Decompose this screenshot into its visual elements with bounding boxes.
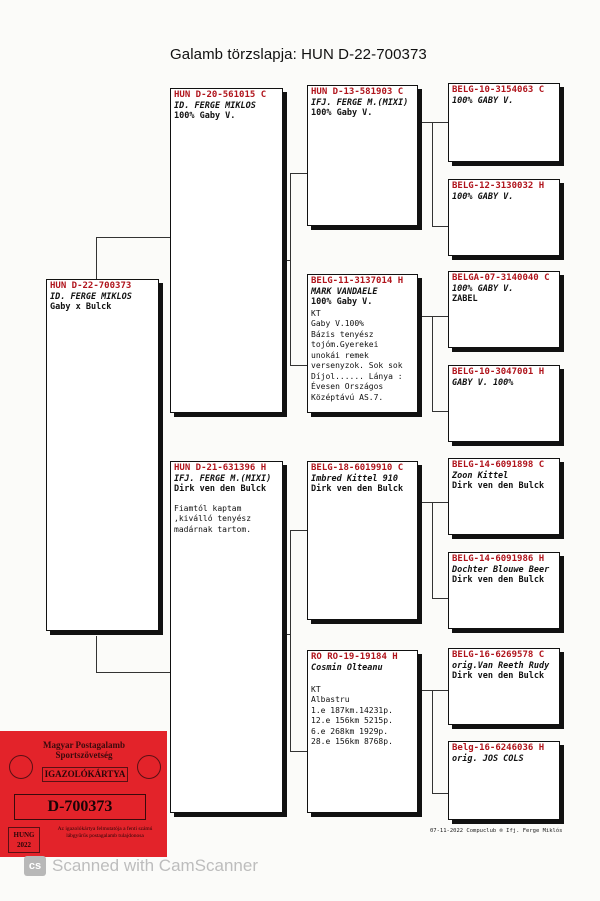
connector — [282, 634, 290, 635]
owner-name: orig. JOS COLS — [452, 753, 524, 764]
owner-name: Imbred Kittel 910 — [311, 473, 398, 484]
card-country: HUNG 2022 — [8, 827, 40, 853]
owner-name: IFJ. FERGE M.(MIXI) — [174, 473, 272, 484]
watermark-text: Scanned with CamScanner — [52, 856, 259, 875]
bird-box-gen3-6 — [448, 552, 560, 629]
ring-number: HUN D-22-700373 — [50, 281, 132, 291]
bird-box-gen3-5 — [448, 458, 560, 535]
bird-box-dam-dam — [307, 650, 418, 813]
bird-line: 100% Gaby V. — [311, 297, 373, 307]
connector — [418, 690, 432, 691]
bird-note: KT Albastru 1.e 187km.14231p. 12.e 156km 5215p. 6.e 268km 1929p. 28.e 156km 8768p. — [311, 684, 393, 746]
ring-number: BELG-18-6019910 C — [311, 463, 404, 473]
print-footer: 07-11-2022 Compuclub ® Ifj. Ferge Miklós — [430, 828, 563, 834]
bird-box-gen3-1 — [448, 83, 560, 162]
ring-number: BELG-11-3137014 H — [311, 276, 404, 286]
owner-name: Cosmin Olteanu — [311, 662, 383, 673]
connector — [432, 316, 449, 412]
ring-number: RO RO-19-19184 H — [311, 652, 398, 662]
bird-line: ZABEL — [452, 294, 478, 304]
owner-name: Zoon Kittel — [452, 470, 509, 481]
bird-box-sire-sire — [307, 85, 418, 226]
connector — [282, 260, 290, 261]
connector — [290, 173, 307, 366]
bird-box-dam-sire — [307, 461, 418, 620]
owner-name: ID. FERGE MIKLOS — [50, 291, 132, 302]
ring-number: BELG-10-3154063 C — [452, 85, 545, 95]
card-association: Magyar Postagalamb Sportszövetség — [42, 740, 126, 760]
bird-line: Dirk ven den Bulck — [452, 481, 545, 491]
bird-line: Dirk ven den Bulck — [452, 671, 545, 681]
connector — [96, 237, 171, 280]
connector — [96, 636, 171, 673]
bird-line: 100% Gaby V. — [174, 111, 236, 121]
ring-number: BELGA-07-3140040 C — [452, 273, 550, 283]
emblem-icon — [137, 755, 161, 779]
bird-line: Dirk ven den Bulck — [311, 484, 404, 494]
bird-box-sire-dam — [307, 274, 418, 413]
emblem-icon — [9, 755, 33, 779]
scanner-watermark — [24, 855, 258, 877]
owner-name: orig.Van Reeth Rudy — [452, 660, 550, 671]
owner-name: ID. FERGE MIKLOS — [174, 100, 256, 111]
connector — [432, 690, 449, 794]
card-kind: IGAZOLÓKÁRTYA — [42, 767, 128, 782]
bird-box-gen3-2 — [448, 179, 560, 256]
bird-box-dam — [170, 461, 283, 813]
bird-box-gen3-3 — [448, 271, 560, 348]
connector — [418, 316, 432, 317]
id-card — [0, 731, 167, 857]
bird-line: GABY V. 100% — [452, 377, 514, 388]
ring-number: Belg-16-6246036 H — [452, 743, 545, 753]
owner-name: IFJ. FERGE M.(MIXI) — [311, 97, 409, 108]
bird-box-gen3-7 — [448, 648, 560, 725]
ring-number: BELG-16-6269578 C — [452, 650, 545, 660]
ring-number: BELG-10-3047001 H — [452, 367, 545, 377]
ring-number: BELG-14-6091898 C — [452, 460, 545, 470]
bird-box-gen3-8 — [448, 741, 560, 820]
bird-line: 100% Gaby V. — [311, 108, 373, 118]
bird-line: Gaby x Bulck — [50, 302, 112, 312]
bird-line: 100% GABY V. — [452, 95, 514, 106]
owner-name: MARK VANDAELE — [311, 286, 378, 297]
ring-number: HUN D-20-561015 C — [174, 90, 267, 100]
bird-box-sire — [170, 88, 283, 413]
connector — [418, 502, 432, 503]
connector — [418, 122, 432, 123]
page-title: Galamb törzslapja: HUN D-22-700373 — [170, 46, 427, 63]
connector — [432, 502, 449, 599]
bird-line: Dirk ven den Bulck — [174, 484, 267, 494]
connector — [432, 122, 449, 227]
ring-number: HUN D-21-631396 H — [174, 463, 267, 473]
bird-note: Fiamtól kaptam ,kiválló tenyész madárnak tartom. — [174, 503, 252, 534]
bird-line: 100% GABY V. — [452, 283, 514, 294]
connector — [290, 530, 307, 752]
card-id: D-700373 — [14, 794, 146, 820]
ring-number: BELG-12-3130032 H — [452, 181, 545, 191]
bird-note: KT Gaby V.100% Bázis tenyész tojóm.Gyerekei unokái remek versenyzok. Sok sok Díjol...... Lánya : Évesen Országos Középtávú AS.7. — [311, 308, 403, 402]
card-legal-text: Az igazolókártya felmutatója a fenti számú lábgyűrűs postagalamb tulajdonosa — [57, 826, 153, 839]
owner-name: Dochter Blouwe Beer — [452, 564, 550, 575]
bird-line: 100% GABY V. — [452, 191, 514, 202]
ring-number: HUN D-13-581903 C — [311, 87, 404, 97]
ring-number: BELG-14-6091986 H — [452, 554, 545, 564]
bird-line: Dirk ven den Bulck — [452, 575, 545, 585]
bird-box-subject — [46, 279, 159, 631]
bird-box-gen3-4 — [448, 365, 560, 442]
camscanner-icon: cs — [24, 856, 46, 876]
